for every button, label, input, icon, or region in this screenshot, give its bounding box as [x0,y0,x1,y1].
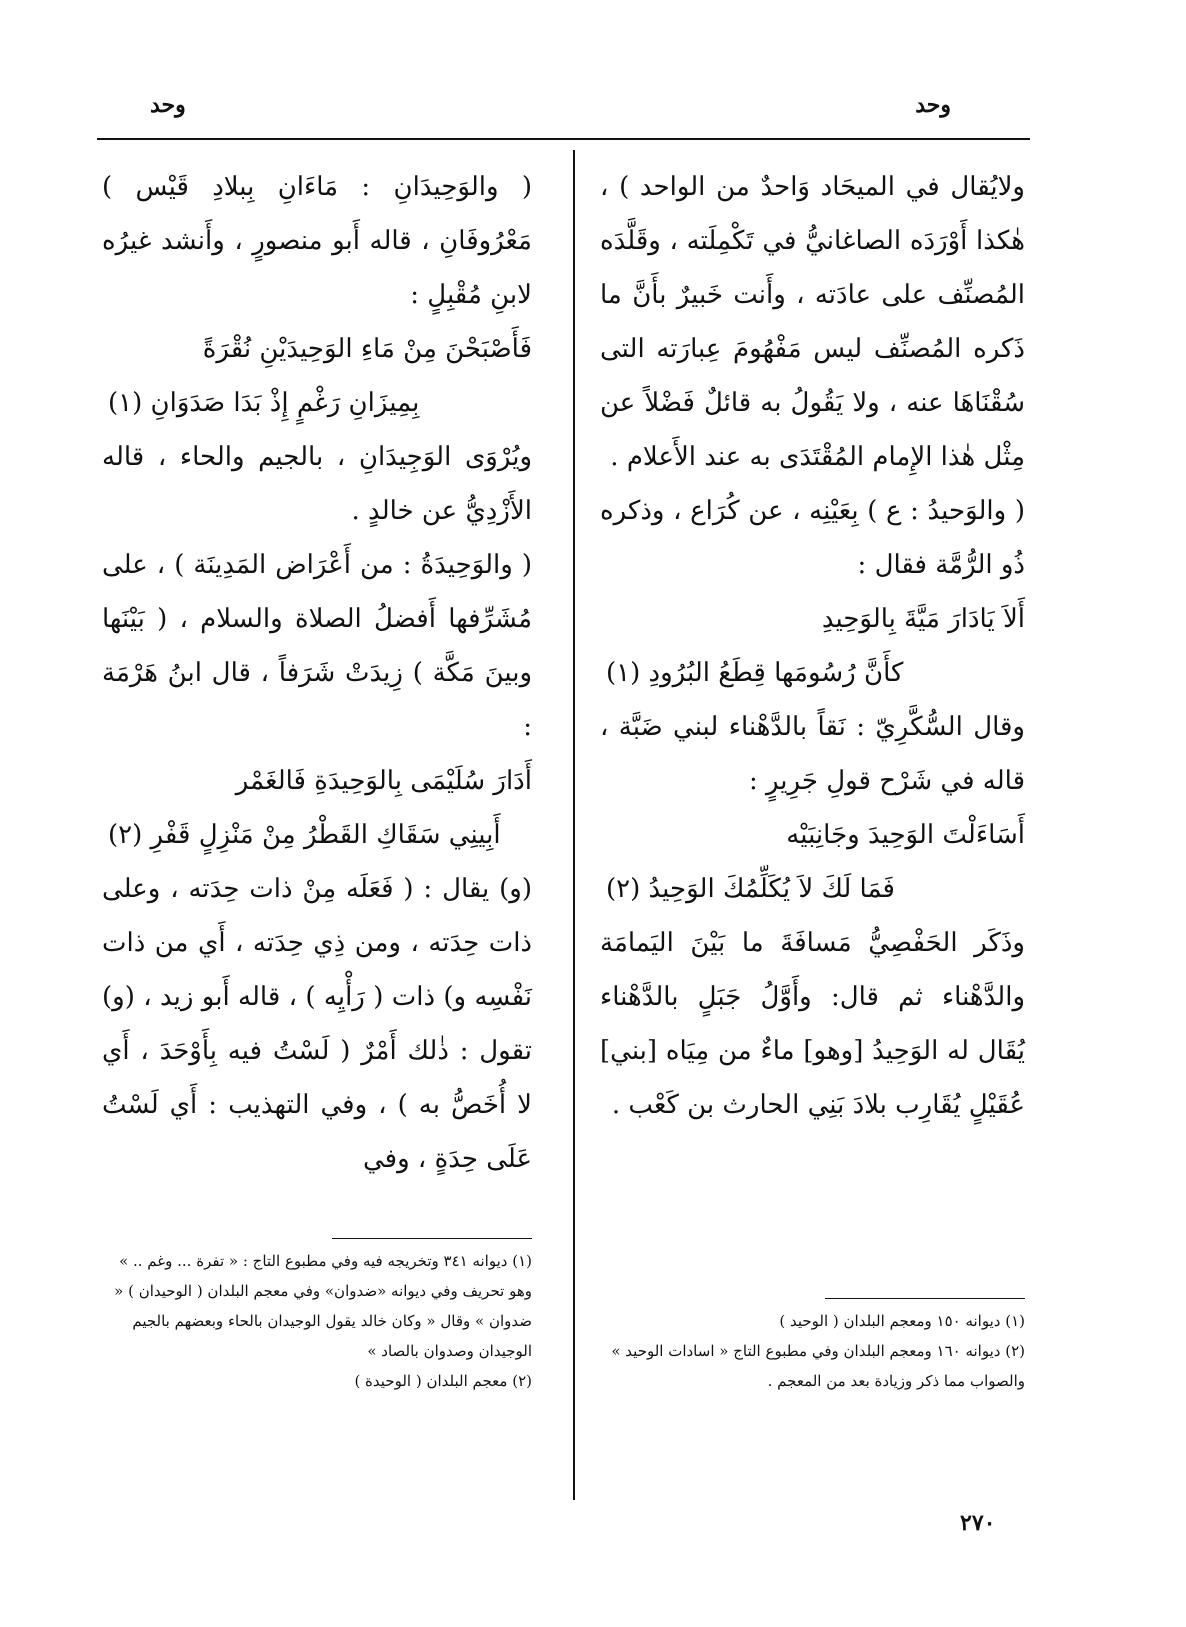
verse-hemistich: أَلاَ يَادَارَ مَيَّةَ بِالوَحِيدِ [821,604,1025,634]
verse-hemistich: بِمِيزَانِ رَغْمٍ إِذْ بَدَا صَدَوَانِ (١) [108,388,420,418]
paragraph: ( والوَحيدُ : ع ) بِعَيْنِه ، عن كُرَاع ، وذكره ذُو الرُّمَّة فقال : [600,496,1025,580]
verse-hemistich: أَدَارَ سُلَيْمَى بِالوَحِيدَةِ فَالغَمْر [235,766,532,796]
paragraph: (و) يقال : ( فَعَلَه مِنْ ذات حِدَته ، وعلى ذات حِدَته ، ومن ذِي حِدَته ، أَي من ذات نَفْسِه و) ذات ( رَأْيِه ) ، قاله أَبو زيد ، (و) تقول : ذٰلك أَمْرٌ ( لَسْتُ فيه بِأَوْحَدَ ، أَي لا أُخَصُّ به ) ، وفي التهذيب : أَي لَسْتُ عَلَى حِدَةٍ ، وفي [102,874,532,1174]
header-rule [97,138,1030,140]
verse-hemistich: كأَنَّ رُسُومَها قِطَعُ البُرُودِ (١) [606,658,904,688]
footnote-rule [332,1238,532,1239]
verse-hemistich: أَبِينِي سَقَاكِ القَطْرُ مِنْ مَنْزِلٍ قَفْرِ (٢) [108,820,501,850]
right-column [600,160,1025,1132]
verse-hemistich: فَأَصْبَحْنَ مِنْ مَاءِ الوَحِيدَيْنِ نُقْرَةً [202,334,532,364]
running-header-left: وحد [150,92,186,118]
page-number: ٢٧٠ [960,1510,996,1536]
verse [600,592,1025,700]
left-column [102,160,532,1186]
verse [102,322,532,430]
running-header-right: وحد [915,92,951,118]
footnotes-left [102,1246,532,1396]
paragraph: ولايُقال في الميحَاد وَاحدٌ من الواحد ) ، هٰكذا أَوْرَدَه الصاغانيُّ في تَكْمِلَته ، وقَلَّدَه المُصنِّف على عادَته ، وأَنت خَبيرٌ بأَنَّ ما ذَكره المُصنِّف ليس مَفْهُومَ عِبارَته التى سُقْنَاهَا عنه ، ولا يَقُولُ به قائلٌ فَضْلاً عن مِثْل هٰذا الإِمام المُقْتَدَى به عند الأَعلام . [600,172,1025,472]
footnote: (١) ديوانه ٣٤١ وتخريجه فيه وفي مطبوع التاج : « تفرة ... وغم .. » وهو تحريف وفي ديوانه «ضدوان» وفي معجم البلدان ( الوحيدان ) « ضدوان » وقال « وكان خالد يقول الوجيدان بالحاء وبعضهم بالجيم الوجيدان وصدوان بالصاد » [114,1252,532,1360]
paragraph: ( والوَحِيدَانِ : مَاءَانِ بِبلادِ قَيْس ) مَعْرُوفَانِ ، قاله أَبو منصورٍ ، وأَنشد غيرُه لابنِ مُقْبِلٍ : [102,172,532,310]
paragraph: ويُرْوَى الوَجِيدَانِ ، بالجيم والحاء ، قاله الأَزْدِيُّ عن خالدٍ . [102,442,532,526]
footnote: (١) ديوانه ١٥٠ ومعجم البلدان ( الوحيد ) [779,1312,1025,1330]
footnote: (٢) معجم البلدان ( الوحيدة ) [354,1372,532,1390]
paragraph: وذَكَر الحَفْصِيُّ مَسافَةَ ما بَيْنَ اليَمامَة والدَّهْناء ثم قال: وأَوَّلُ جَبَلٍ بالدَّهْناء يُقَال له الوَحِيدُ [وهو] ماءٌ من مِيَاه [بني] عُقَيْلٍ يُقَارِب بلادَ بَنِي الحارث بن كَعْب . [600,928,1025,1120]
verse-hemistich: فَمَا لَكَ لاَ يُكَلِّمُكَ الوَحِيدُ (٢) [606,874,895,904]
verse-hemistich: أَسَاءَلْتَ الوَحِيدَ وجَانِبَيْه [786,820,1025,850]
paragraph: ( والوَحِيدَةُ : من أَعْرَاض المَدِينَة ) ، على مُشَرِّفها أَفضلُ الصلاة والسلام ، ( بَيْنَها وبينَ مَكَّة ) زِيدَتْ شَرَفاً ، قال ابنُ هَرْمَة : [102,550,532,742]
footnotes-right [600,1306,1025,1396]
paragraph: وقال السُّكَّرِيّ : نَقاً بالدَّهْناء لبني ضَبَّة ، قاله في شَرْح قولِ جَرِيرٍ : [600,712,1025,796]
footnote-rule [825,1298,1025,1299]
footnote: (٢) ديوانه ١٦٠ ومعجم البلدان وفي مطبوع التاج « اسادات الوحيد » والصواب مما ذكر وزيادة بعد من المعجم . [611,1342,1025,1390]
verse [102,754,532,862]
verse [600,808,1025,916]
column-divider [573,150,575,1500]
